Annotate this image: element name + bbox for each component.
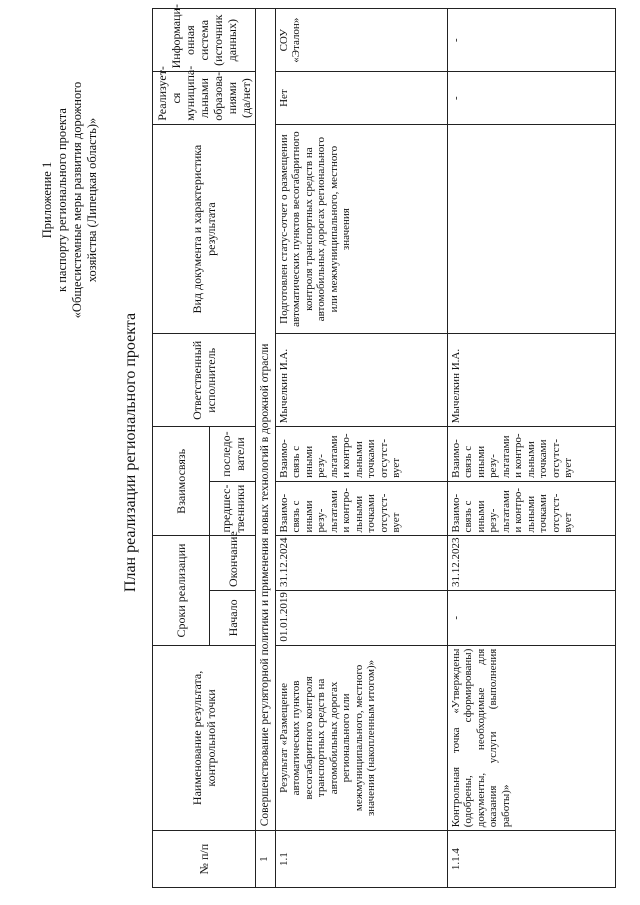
header-municipal: Реализует-ся муниципа-льными образова-ниями (да/нет) [153,72,256,124]
row-successors: Взаимо-связь с иными резу-льтатами и контро-льными точками отсутст-вует [447,427,615,482]
header-start: Начало [210,591,256,646]
header-successors: последо-ватели [210,427,256,482]
row-responsible: Мычелкин И.А. [275,334,447,427]
row-infosystem: СОУ «Эталон» [275,9,447,72]
section-text: Совершенствование регуляторной политики и применения новых технологий в дорожной отрасли [256,9,276,831]
table-row [275,9,447,888]
appendix-line: к паспорту регионального проекта [55,108,69,292]
row-municipal: Нет [275,72,447,124]
row-name: Контрольная точка «Утверждены (одобрены, сформированы) документы, необходимые для оказания услуги (выполнения работы)» [447,645,615,831]
row-end: 31.12.2023 [447,536,615,591]
plan-table [152,4,616,888]
header-name: Наименование результата, контрольной точки [153,645,256,831]
table-row [447,9,615,888]
row-start: 01.01.2019 [275,591,447,646]
header-num: № п/п [153,831,256,888]
appendix-header [40,30,100,370]
appendix-line: хозяйства (Липецкая область)» [85,117,99,283]
row-start: - [447,591,615,646]
header-end: Окончание [210,536,256,591]
header-terms: Сроки реализации [153,536,210,645]
header-doc: Вид документа и характеристика результата [153,124,256,334]
section-num: 1 [256,831,276,888]
row-infosystem: - [447,9,615,72]
header-infosystem: Информаци-онная система (источник данных) [153,9,256,72]
row-num: 1.1 [275,831,447,888]
header-predecessors: предшес-твенники [210,481,256,536]
appendix-line: «Общесистемные меры развития дорожного [70,81,84,319]
row-municipal: - [447,72,615,124]
row-predecessors: Взаимо-связь с иными резу-льтатами и контро-льными точками отсутст-вует [447,481,615,536]
header-responsible: Ответственный исполнитель [153,334,256,427]
header-relation: Взаимосвязь [153,427,210,536]
page-title: План реализации регионального проекта [122,312,139,593]
row-end: 31.12.2024 [275,536,447,591]
section-row [256,9,276,888]
appendix-line: Приложение 1 [40,161,54,239]
row-successors: Взаимо-связь с иными резу-льтатами и контро-льными точками отсутст-вует [275,427,447,482]
row-predecessors: Взаимо-связь с иными резу-льтатами и контро-льными точками отсутст-вует [275,481,447,536]
row-responsible: Мычелкин И.А. [447,334,615,427]
row-num: 1.1.4 [447,831,615,888]
header-row [153,9,210,888]
row-doc [447,124,615,334]
row-name: Результат «Размещение автоматических пунктов весогабаритного контроля транспортных средств на автомобильных дорогах регионального или межмуниципального, местного значения (накопленным итогом)» [275,645,447,831]
row-doc: Подготовлен статус-отчет о размещении автоматических пунктов весогабаритного контроля транспортных средств на автомобильных дорогах регионального или межмуниципального, местного значения [275,124,447,334]
